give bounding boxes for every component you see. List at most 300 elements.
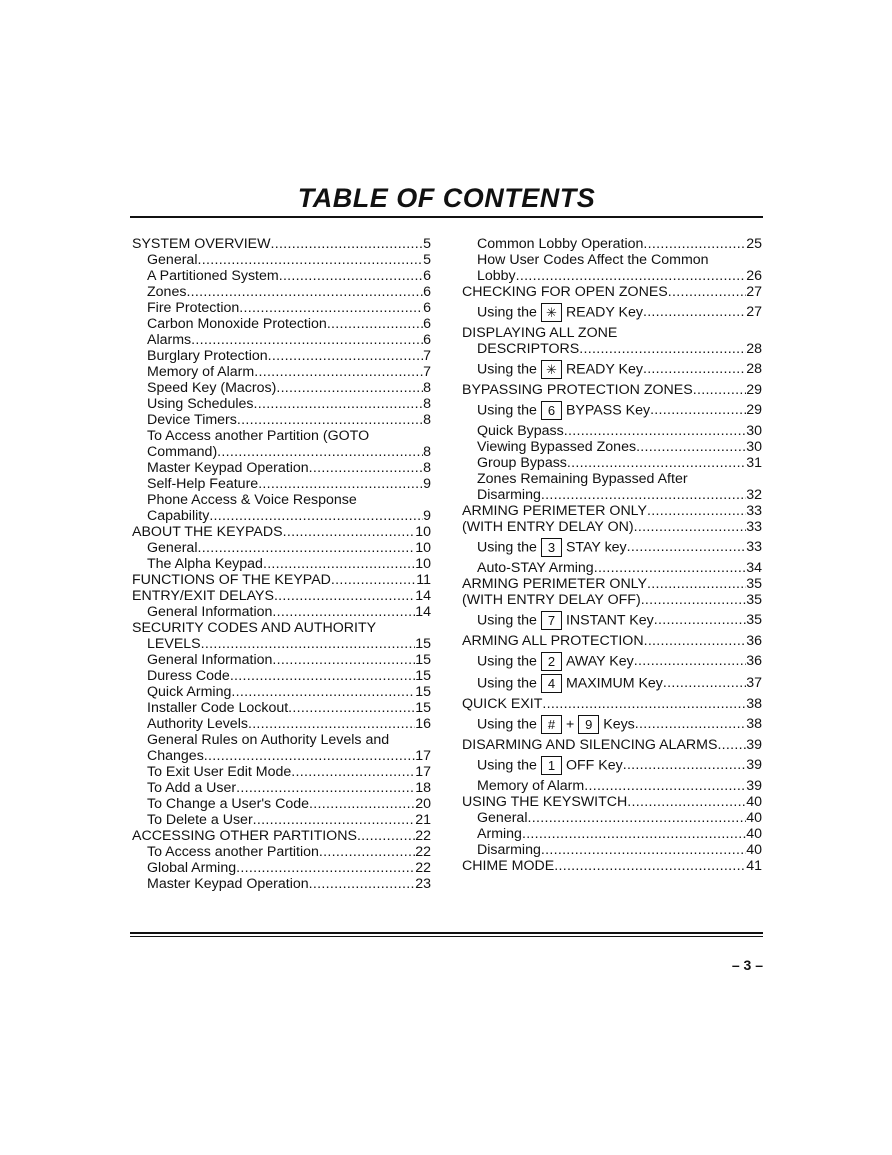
dot-leader	[693, 382, 747, 398]
toc-entry[interactable]	[132, 476, 431, 492]
toc-entry[interactable]	[132, 364, 431, 380]
key-prefix-text: Using the	[477, 757, 537, 774]
toc-entry-title: LEVELS	[147, 636, 201, 652]
dot-leader	[253, 812, 416, 828]
dot-leader	[239, 300, 423, 316]
dot-leader	[635, 716, 746, 732]
toc-entry-title: To Add a User	[147, 780, 237, 796]
dot-leader	[197, 252, 423, 268]
toc-entry-line: DISPLAYING ALL ZONE	[462, 325, 618, 341]
dot-leader	[641, 592, 747, 608]
dot-leader	[272, 604, 415, 620]
toc-entry[interactable]	[462, 858, 762, 874]
dot-leader	[230, 668, 415, 684]
toc-entry-line: SECURITY CODES AND AUTHORITY	[132, 620, 377, 636]
dot-leader	[283, 524, 416, 540]
toc-entry[interactable]	[132, 556, 431, 572]
dot-leader	[263, 556, 415, 572]
dot-leader	[236, 780, 415, 796]
keypad-key-icon: 2	[541, 652, 562, 671]
toc-page-number: 9	[423, 476, 431, 492]
key-suffix-text: Keys	[603, 716, 635, 733]
toc-page-number: 36	[746, 633, 762, 649]
toc-page-number: 17	[415, 764, 431, 780]
key-prefix-text: Using the	[477, 675, 537, 692]
key-prefix-text: Using the	[477, 402, 537, 419]
dot-leader	[327, 316, 423, 332]
toc-entry[interactable]	[462, 360, 762, 379]
toc-entry-title: Master Keypad Operation	[147, 876, 309, 892]
toc-entry-title: CHIME MODE	[462, 858, 555, 874]
key-prefix-text: Using the	[477, 304, 537, 321]
toc-entry[interactable]	[132, 524, 431, 540]
toc-entry-line: To Access another Partition (GOTO	[147, 428, 370, 444]
toc-page-number: 14	[415, 604, 431, 620]
toc-page-number: 33	[746, 503, 762, 519]
toc-entry[interactable]	[132, 412, 431, 428]
dot-leader	[542, 696, 746, 712]
dot-leader	[643, 236, 746, 252]
toc-entry-title: Capability	[147, 508, 210, 524]
dot-leader	[527, 810, 746, 826]
toc-entry[interactable]	[132, 460, 431, 476]
toc-page-number: 23	[415, 876, 431, 892]
dot-leader	[643, 361, 746, 377]
dot-leader	[623, 757, 747, 773]
toc-entry-title	[477, 303, 643, 322]
toc-page-number: 10	[415, 524, 431, 540]
dot-leader	[204, 748, 415, 764]
toc-entry[interactable]	[132, 588, 431, 604]
toc-page-number: 15	[415, 684, 431, 700]
toc-entry-title: ARMING PERIMETER ONLY	[462, 576, 647, 592]
toc-entry-title: BYPASSING PROTECTION ZONES	[462, 382, 693, 398]
toc-entry-title: SYSTEM OVERVIEW	[132, 236, 271, 252]
toc-entry[interactable]	[132, 268, 431, 284]
dot-leader	[309, 460, 423, 476]
toc-entry[interactable]	[462, 519, 762, 535]
bottom-rule-thin	[130, 936, 763, 937]
toc-entry[interactable]	[132, 316, 431, 332]
dot-leader	[309, 796, 415, 812]
toc-entry[interactable]	[132, 380, 431, 396]
toc-entry-title: To Change a User's Code	[147, 796, 310, 812]
dot-leader	[258, 476, 423, 492]
toc-entry[interactable]	[132, 284, 431, 300]
toc-page-number: 17	[415, 748, 431, 764]
toc-entry[interactable]	[132, 396, 431, 412]
toc-entry[interactable]	[462, 696, 762, 712]
toc-entry[interactable]	[462, 576, 762, 592]
toc-page-number: 33	[746, 539, 762, 556]
toc-entry-title	[477, 538, 627, 557]
dot-leader	[516, 268, 747, 284]
toc-page-number: 39	[746, 737, 762, 753]
toc-page-number: 27	[746, 284, 762, 300]
toc-entry-title: Arming	[477, 826, 522, 842]
toc-entry[interactable]	[462, 756, 762, 775]
keypad-key-icon: 7	[541, 611, 562, 630]
toc-entry[interactable]	[132, 508, 431, 524]
toc-page-number: 39	[746, 757, 762, 774]
toc-entry-title: Lobby	[477, 268, 516, 284]
toc-page-number: 6	[423, 300, 431, 316]
dot-leader	[584, 778, 746, 794]
dot-leader	[186, 284, 423, 300]
toc-entry-title: (WITH ENTRY DELAY ON)	[462, 519, 634, 535]
page-number: – 3 –	[731, 957, 763, 973]
toc-page-number: 41	[746, 858, 762, 874]
keypad-key-icon: 1	[541, 756, 562, 775]
toc-page-number: 30	[746, 439, 762, 455]
toc-entry[interactable]	[462, 439, 762, 455]
keypad-key-icon: #	[541, 715, 562, 734]
keypad-key-icon: 9	[578, 715, 599, 734]
toc-entry-title: General Information	[147, 604, 273, 620]
toc-entry[interactable]	[462, 236, 762, 252]
toc-page-number: 8	[423, 396, 431, 412]
toc-entry[interactable]	[462, 401, 762, 420]
toc-entry[interactable]	[462, 652, 762, 671]
toc-page-number: 16	[415, 716, 431, 732]
toc-entry[interactable]	[132, 604, 431, 620]
toc-entry-title: Group Bypass	[477, 455, 567, 471]
toc-entry-title: Memory of Alarm	[147, 364, 255, 380]
dot-leader	[564, 423, 746, 439]
toc-page-number: 34	[746, 560, 762, 576]
toc-entry-title: To Delete a User	[147, 812, 253, 828]
toc-entry-title: Zones	[147, 284, 187, 300]
toc-entry[interactable]	[462, 592, 762, 608]
dot-leader	[236, 860, 415, 876]
dot-leader	[237, 412, 423, 428]
toc-entry-title: Memory of Alarm	[477, 778, 585, 794]
dot-leader	[272, 652, 415, 668]
key-prefix-text: Using the	[477, 653, 537, 670]
toc-entry[interactable]	[132, 444, 431, 460]
dot-leader	[291, 764, 415, 780]
toc-page-number: 40	[746, 826, 762, 842]
toc-page-number: 30	[746, 423, 762, 439]
toc-entry-title: Burglary Protection	[147, 348, 268, 364]
toc-entry[interactable]	[462, 778, 762, 794]
toc-entry-title: Changes	[147, 748, 204, 764]
toc-page-number: 29	[746, 382, 762, 398]
toc-entry-title: The Alpha Keypad	[147, 556, 263, 572]
toc-entry[interactable]	[132, 844, 431, 860]
toc-entry-line: Zones Remaining Bypassed After	[477, 471, 688, 487]
toc-entry-title: General	[147, 540, 198, 556]
toc-entry-title: ARMING ALL PROTECTION	[462, 633, 644, 649]
toc-entry[interactable]	[462, 611, 762, 630]
dot-leader	[217, 444, 423, 460]
toc-entry[interactable]	[462, 538, 762, 557]
toc-entry[interactable]	[462, 842, 762, 858]
dot-leader	[644, 633, 747, 649]
toc-entry-title	[477, 652, 634, 671]
toc-entry-title: Speed Key (Macros)	[147, 380, 277, 396]
toc-page-number: 40	[746, 842, 762, 858]
toc-page-number: 31	[746, 455, 762, 471]
dot-leader	[663, 675, 746, 691]
toc-entry-title: Fire Protection	[147, 300, 240, 316]
key-suffix-text: READY Key	[565, 304, 643, 321]
toc-page-number: 35	[746, 576, 762, 592]
dot-leader	[554, 858, 746, 874]
toc-entry-title: ACCESSING OTHER PARTITIONS	[132, 828, 357, 844]
keypad-key-icon: 3	[541, 538, 562, 557]
toc-page-number: 10	[415, 556, 431, 572]
toc-entry-title: Common Lobby Operation	[477, 236, 644, 252]
toc-page-number: 27	[746, 304, 762, 321]
toc-entry[interactable]	[462, 382, 762, 398]
toc-entry[interactable]	[462, 560, 762, 576]
key-suffix-text: INSTANT Key	[565, 612, 654, 629]
key-prefix-text: Using the	[477, 539, 537, 556]
toc-page-number: 8	[423, 460, 431, 476]
toc-entry[interactable]	[132, 860, 431, 876]
dot-leader	[654, 612, 747, 628]
toc-entry-title: QUICK EXIT	[462, 696, 543, 712]
toc-entry[interactable]	[132, 668, 431, 684]
toc-entry[interactable]	[462, 487, 762, 503]
dot-leader	[191, 332, 423, 348]
toc-entry-title: Quick Bypass	[477, 423, 564, 439]
toc-entry-title: USING THE KEYSWITCH	[462, 794, 628, 810]
toc-entry[interactable]	[132, 348, 431, 364]
dot-leader	[627, 539, 747, 555]
toc-entry-title: Duress Code	[147, 668, 230, 684]
toc-entry[interactable]	[462, 674, 762, 693]
toc-entry[interactable]	[462, 633, 762, 649]
toc-page-number: 28	[746, 341, 762, 357]
keypad-key-icon: ✳	[541, 303, 562, 322]
toc-page-number: 32	[746, 487, 762, 503]
toc-page-number: 10	[415, 540, 431, 556]
toc-entry[interactable]	[462, 341, 762, 357]
toc-entry-title	[477, 360, 643, 379]
key-prefix-text: Using the	[477, 361, 537, 378]
toc-entry[interactable]	[132, 700, 431, 716]
toc-entry[interactable]	[462, 423, 762, 439]
dot-leader	[276, 380, 423, 396]
toc-page-number: 39	[746, 778, 762, 794]
toc-entry-title: To Exit User Edit Mode	[147, 764, 292, 780]
dot-leader	[634, 653, 746, 669]
toc-entry-title: FUNCTIONS OF THE KEYPAD	[132, 572, 331, 588]
toc-entry-line: Phone Access & Voice Response	[147, 492, 357, 508]
toc-entry-title: General Information	[147, 652, 273, 668]
toc-entry[interactable]	[462, 503, 762, 519]
key-suffix-text: BYPASS Key	[565, 402, 651, 419]
toc-entry-title: DESCRIPTORS	[477, 341, 580, 357]
dot-leader	[248, 716, 415, 732]
dot-leader	[541, 842, 746, 858]
toc-entry-title: (WITH ENTRY DELAY OFF)	[462, 592, 641, 608]
dot-leader	[279, 268, 423, 284]
toc-entry[interactable]	[132, 876, 431, 892]
toc-entry[interactable]	[462, 455, 762, 471]
key-suffix-text: OFF Key	[565, 757, 623, 774]
key-prefix-text: Using the	[477, 612, 537, 629]
toc-page-number: 6	[423, 284, 431, 300]
toc-entry[interactable]	[132, 684, 431, 700]
toc-entry[interactable]	[462, 303, 762, 322]
toc-page-number: 8	[423, 444, 431, 460]
toc-right-column	[462, 236, 762, 874]
toc-page-number: 26	[746, 268, 762, 284]
toc-entry[interactable]	[132, 540, 431, 556]
toc-page-number: 25	[746, 236, 762, 252]
toc-entry-title	[477, 401, 650, 420]
toc-page-number: 21	[415, 812, 431, 828]
dot-leader	[647, 576, 746, 592]
toc-entry[interactable]	[462, 284, 762, 300]
toc-page-number: 9	[423, 508, 431, 524]
dot-leader	[647, 503, 746, 519]
dot-leader	[231, 684, 415, 700]
dot-leader	[253, 396, 423, 412]
dot-leader	[357, 828, 415, 844]
toc-entry[interactable]	[132, 332, 431, 348]
dot-leader	[274, 588, 415, 604]
dot-leader	[201, 636, 416, 652]
dot-leader	[197, 540, 415, 556]
toc-page-number: 35	[746, 612, 762, 629]
toc-entry[interactable]	[132, 780, 431, 796]
toc-entry[interactable]	[462, 826, 762, 842]
toc-page-number: 8	[423, 380, 431, 396]
dot-leader	[627, 794, 746, 810]
toc-entry-title: Self-Help Feature	[147, 476, 259, 492]
toc-page-number: 5	[423, 236, 431, 252]
toc-entry-title: CHECKING FOR OPEN ZONES	[462, 284, 668, 300]
toc-page-number: 7	[423, 364, 431, 380]
dot-leader	[594, 560, 747, 576]
toc-entry-title	[477, 756, 623, 775]
key-suffix-text: MAXIMUM Key	[565, 675, 663, 692]
toc-entry-line: How User Codes Affect the Common	[477, 252, 709, 268]
dot-leader	[522, 826, 746, 842]
toc-entry[interactable]	[132, 652, 431, 668]
toc-page-number: 33	[746, 519, 762, 535]
toc-entry[interactable]	[132, 252, 431, 268]
toc-page-number: 38	[746, 696, 762, 712]
toc-page-number: 5	[423, 252, 431, 268]
toc-page-number: 18	[415, 780, 431, 796]
toc-page-number: 40	[746, 810, 762, 826]
toc-page-number: 6	[423, 316, 431, 332]
toc-entry-title: DISARMING AND SILENCING ALARMS	[462, 737, 718, 753]
toc-page-number: 15	[415, 636, 431, 652]
keypad-key-icon: 4	[541, 674, 562, 693]
dot-leader	[717, 737, 746, 753]
toc-entry[interactable]	[462, 268, 762, 284]
page-title: TABLE OF CONTENTS	[297, 183, 596, 213]
toc-entry-title	[477, 611, 654, 630]
toc-entry[interactable]	[132, 748, 431, 764]
toc-entry[interactable]	[462, 794, 762, 810]
toc-entry[interactable]	[132, 764, 431, 780]
toc-page-number: 22	[415, 844, 431, 860]
dot-leader	[331, 572, 416, 588]
dot-leader	[309, 876, 416, 892]
toc-entry-title: General	[477, 810, 528, 826]
dot-leader	[319, 844, 415, 860]
keypad-key-icon: 6	[541, 401, 562, 420]
toc-page-number: 6	[423, 268, 431, 284]
dot-leader	[254, 364, 423, 380]
toc-entry[interactable]	[132, 812, 431, 828]
toc-entry-title	[477, 715, 635, 734]
toc-entry[interactable]	[132, 796, 431, 812]
keypad-key-icon: ✳	[541, 360, 562, 379]
toc-page-number: 22	[415, 860, 431, 876]
toc-entry-title: Auto-STAY Arming	[477, 560, 594, 576]
toc-entry-title: Disarming	[477, 842, 541, 858]
toc-entry[interactable]	[132, 236, 431, 252]
toc-entry[interactable]	[132, 716, 431, 732]
toc-page-number: 38	[746, 716, 762, 733]
toc-entry[interactable]	[132, 636, 431, 652]
toc-entry-title: Quick Arming	[147, 684, 232, 700]
toc-page-number: 7	[423, 348, 431, 364]
toc-entry-title: ENTRY/EXIT DELAYS	[132, 588, 274, 604]
toc-entry-line: General Rules on Authority Levels and	[147, 732, 390, 748]
dot-leader	[668, 284, 746, 300]
toc-entry[interactable]	[462, 810, 762, 826]
toc-entry-title: Device Timers	[147, 412, 237, 428]
toc-page-number: 35	[746, 592, 762, 608]
toc-entry[interactable]	[462, 737, 762, 753]
toc-page-number: 37	[746, 675, 762, 692]
dot-leader	[268, 348, 423, 364]
toc-entry-title: ABOUT THE KEYPADS	[132, 524, 283, 540]
toc-entry-title: ARMING PERIMETER ONLY	[462, 503, 647, 519]
toc-entry-title: Disarming	[477, 487, 541, 503]
toc-page-number: 14	[415, 588, 431, 604]
dot-leader	[579, 341, 746, 357]
dot-leader	[643, 304, 746, 320]
toc-entry[interactable]	[132, 828, 431, 844]
dot-leader	[209, 508, 423, 524]
key-prefix-text: Using the	[477, 716, 537, 733]
toc-entry[interactable]	[132, 572, 431, 588]
key-suffix-text: READY Key	[565, 361, 643, 378]
dot-leader	[567, 455, 746, 471]
dot-leader	[636, 439, 746, 455]
key-suffix-text: AWAY Key	[565, 653, 634, 670]
toc-page-number: 29	[746, 402, 762, 419]
toc-page-number: 15	[415, 652, 431, 668]
toc-page-number: 15	[415, 668, 431, 684]
toc-page-number: 11	[416, 572, 431, 588]
toc-entry[interactable]	[132, 300, 431, 316]
dot-leader	[541, 487, 746, 503]
toc-entry[interactable]	[462, 715, 762, 734]
toc-page-number: 6	[423, 332, 431, 348]
plus-sign: +	[565, 716, 575, 733]
toc-page-number: 15	[415, 700, 431, 716]
toc-page-number: 36	[746, 653, 762, 670]
toc-left-column	[132, 236, 431, 892]
toc-entry-title: To Access another Partition	[147, 844, 319, 860]
toc-entry-title: Command)	[147, 444, 218, 460]
toc-entry-title	[477, 674, 663, 693]
dot-leader	[271, 236, 424, 252]
dot-leader	[634, 519, 747, 535]
toc-entry-title: Installer Code Lockout	[147, 700, 289, 716]
